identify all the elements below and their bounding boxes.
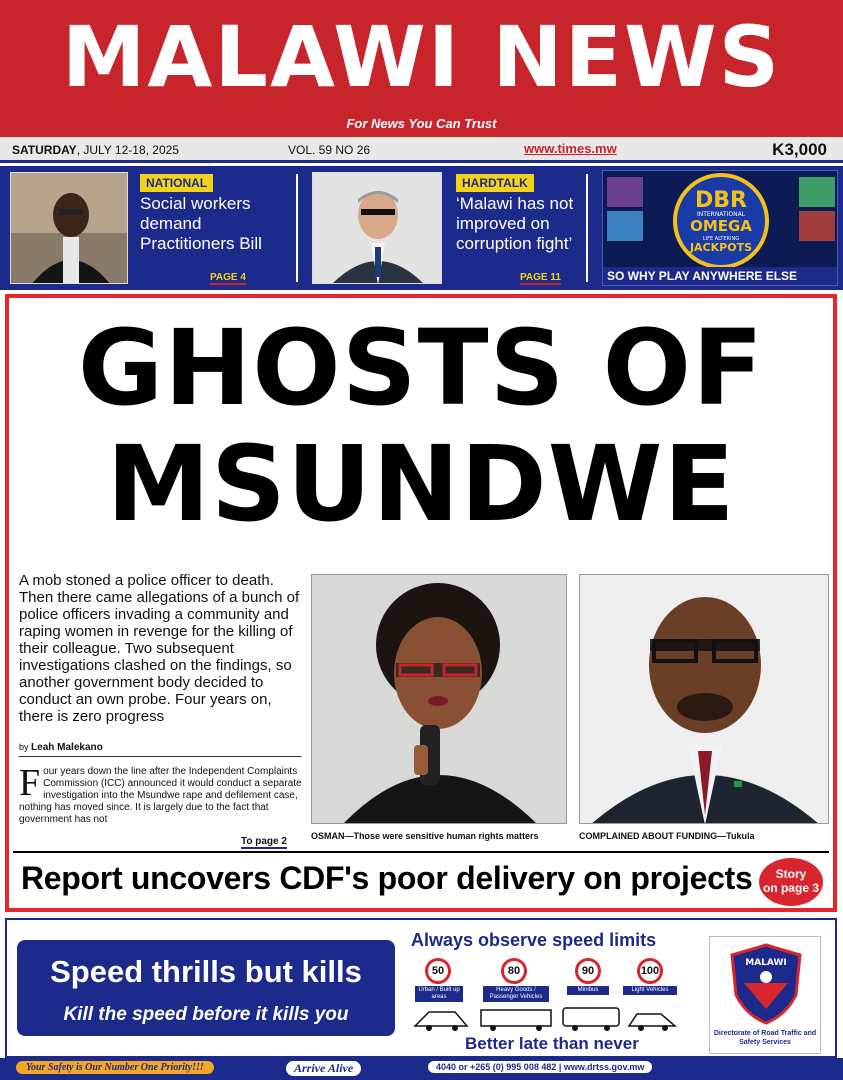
secondary-headline[interactable]: Report uncovers CDF's poor delivery on projects [21,860,753,896]
continued-link[interactable]: To page 2 [241,836,287,847]
teaser-tag-hardtalk: HARDTALK [456,174,534,192]
speed-limit-label: Light Vehicles [623,986,677,995]
speed-slogan-box [17,940,395,1036]
ad-slogan: LIFE ALTERING [702,236,740,242]
teaser-headline-hardtalk[interactable]: ‘Malawi has not improved on corruption fight’ [456,194,574,253]
casino-advert[interactable] [602,170,838,286]
lead-story [5,294,837,912]
caption-osman: OSMAN—Those were sensitive human rights matters [311,831,539,841]
speed-slogan: Speed thrills but kills [50,954,362,989]
date-bar [0,137,843,163]
speed-limit-label: Minibus [567,986,609,995]
story-intro: A mob stoned a police officer to death. Then there came allegations of a bunch of police officers invading a community and raping women in revenge for the killing of their colleague. Two subsequent investigations clashed on the findings, so another government body decided to conduct an own probe. Four years on, there is zero progress [19,572,300,725]
ad-product-sub: JACKPOTS [689,241,753,254]
newspaper-title: MALAWI NEWS [61,8,782,106]
teaser-strip [0,166,843,290]
drop-cap: F [19,762,41,804]
speed-limit-sign: 100 [637,958,663,984]
footer-strip [0,1058,843,1080]
speed-limit-sign: 50 [425,958,451,984]
teaser-tag-national: NATIONAL [140,174,213,192]
observe-limits-heading: Always observe speed limits [411,930,657,950]
ad-footer-text: SO WHY PLAY ANYWHERE ELSE [603,267,837,285]
masthead [0,0,843,137]
teaser-headline-national[interactable]: Social workers demand Practitioners Bill [140,194,262,253]
better-late-slogan: Better late than never [465,1034,639,1053]
teaser-divider [586,174,588,282]
casino-advert-graphic [603,171,838,269]
byline: by Leah Malekano [19,742,103,753]
contact-info[interactable]: 4040 or +265 (0) 995 008 482 | www.drtss.gov.mw [428,1061,652,1073]
tagline: For News You Can Trust [346,116,497,131]
byline-rule [19,756,301,757]
vehicle-icons [409,1002,689,1032]
teaser-page-hardtalk: PAGE 11 [520,272,561,283]
caption-tukula: COMPLAINED ABOUT FUNDING—Tukula [579,831,755,841]
speed-limit-sign: 80 [501,958,527,984]
ad-product: OMEGA [690,217,752,235]
story-page-badge[interactable]: Story on page 3 [759,858,823,906]
photo-osman [311,574,567,824]
story-body: Four years down the line after the Independent Complaints Commission (ICC) announced it would conduct a separate investigation into the Msundwe rape and defilement case, nothing has moved since. It is largely due to the fact that government has not [19,762,302,825]
teaser-page-national: PAGE 4 [210,272,246,283]
volume-number: VOL. 59 NO 26 [288,143,371,157]
teaser-photo-national [10,172,128,284]
teaser-divider [296,174,298,282]
shield-icon [730,943,802,1025]
speed-limit-label: Urban / Built up areas [415,986,463,1002]
arrive-alive-slogan: Arrive Alive [286,1061,361,1076]
road-safety-advert [5,918,837,1058]
speed-limit-label: Heavy Goods / Passenger Vehicles [483,986,549,1002]
issue-date: SATURDAY, JULY 12-18, 2025 [12,143,179,157]
teaser-photo-hardtalk [312,172,442,284]
speed-subslogan: Kill the speed before it kills you [63,1004,349,1025]
ad-brand: DBR [695,188,747,213]
photo-tukula [579,574,829,824]
cover-price: K3,000 [772,140,827,159]
drtss-emblem-box [709,936,821,1054]
emblem-text: MALAWI [745,958,787,968]
speed-limit-sign: 90 [575,958,601,984]
safety-slogan: Your Safety is Our Number One Priority!!! [16,1061,214,1074]
ad-brand-sub: INTERNATIONAL [696,211,746,218]
website-link[interactable]: www.times.mw [524,141,617,156]
subhead-rule [13,851,829,853]
lead-headline[interactable]: GHOSTS OF MSUNDWE [77,307,765,545]
directorate-name: Directorate of Road Traffic and Safety Services [713,1030,817,1046]
